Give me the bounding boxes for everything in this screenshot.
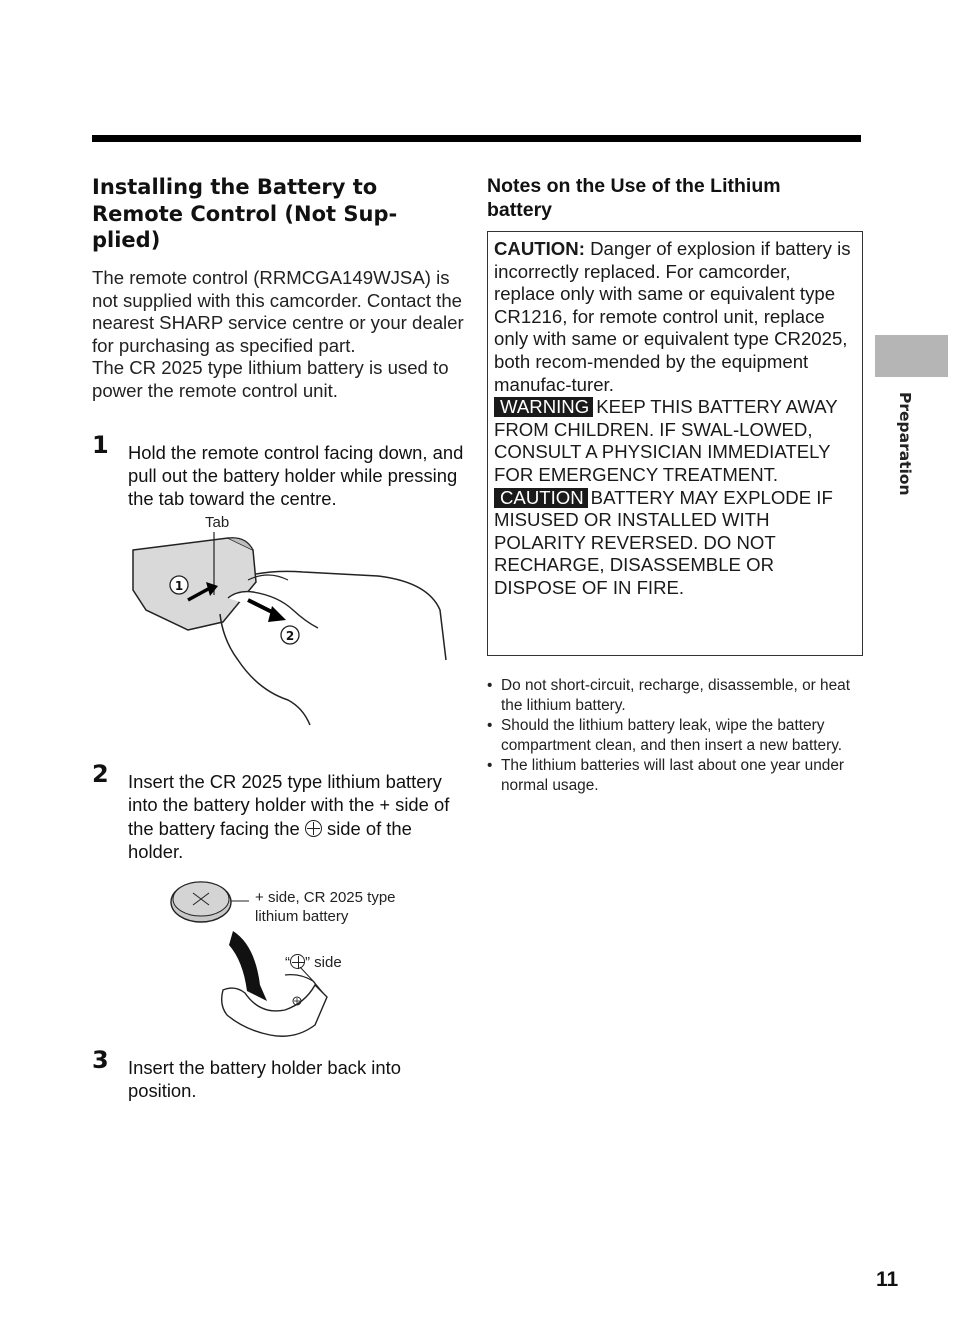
warning-tag: WARNING — [494, 397, 593, 417]
marker-1: 1 — [174, 579, 184, 593]
plus-symbol: + — [379, 795, 391, 815]
plus-symbol: + — [255, 889, 264, 906]
step-text: Hold the remote control facing down, and pull out the battery holder while pressing the tab toward the centre. — [128, 442, 464, 509]
step-text: Insert the battery holder back into position. — [128, 1057, 401, 1101]
intro-text — [92, 267, 464, 403]
step-number: 2 — [92, 760, 109, 788]
notes-list — [487, 676, 859, 796]
step-1 — [92, 431, 464, 510]
holder-side-text: ” side — [305, 954, 342, 971]
notes-title: Notes on the Use of the Lithium battery — [487, 175, 781, 221]
step-number: 3 — [92, 1046, 109, 1074]
list-item: • The lithium batteries will last about one year under normal usage. — [487, 756, 859, 796]
section-title: Installing the Battery to Remote Control (Not Sup-plied) — [92, 175, 398, 252]
warning-text: KEEP THIS BATTERY AWAY FROM CHILDREN. IF SWAL-LOWED, CONSULT A PHYSICIAN IMMEDIATELY FOR EMERGENCY TREATMENT. — [494, 396, 838, 485]
battery-insertion-illustration — [165, 875, 445, 1050]
step-3 — [92, 1046, 464, 1102]
header-rule — [92, 135, 861, 142]
step-2 — [92, 760, 464, 863]
section-tab — [875, 335, 948, 377]
section-side-label — [892, 392, 916, 496]
caution-box — [487, 231, 863, 656]
circled-plus-icon — [305, 820, 322, 837]
label-quote: “ — [285, 954, 290, 971]
tab-label: Tab — [205, 514, 230, 531]
battery-side-text: side, CR 2025 type lithium battery — [255, 889, 396, 925]
caution-text: Danger of explosion if battery is incorrectly replaced. For camcorder, replace only with same or equivalent type CR1216, for remote control unit, replace only with same or equivalent type CR2025, both recom-mended by the equipment manufac-turer. — [494, 238, 851, 395]
remote-removal-illustration — [128, 510, 458, 735]
battery-side-label — [255, 888, 440, 926]
step-text-part: Insert the CR 2025 type lithium battery into the battery holder with the — [128, 771, 442, 815]
caution-tag-text: BATTERY MAY EXPLODE IF MISUSED OR INSTALLED WITH POLARITY REVERSED. DO NOT RECHARGE, DISASSEMBLE OR DISPOSE OF IN FIRE. — [494, 486, 833, 598]
list-item: • Do not short-circuit, recharge, disassemble, or heat the lithium battery. — [487, 676, 859, 716]
circled-plus-icon — [290, 954, 305, 969]
step-number: 1 — [92, 431, 109, 459]
section-side-text: Preparation — [896, 392, 914, 496]
marker-2: 2 — [285, 629, 295, 643]
step-text — [128, 770, 464, 863]
list-item: • Should the lithium battery leak, wipe the battery compartment clean, and then insert a new battery. — [487, 716, 859, 756]
remote-hand-drawing — [128, 510, 458, 735]
caution-label: CAUTION: — [494, 238, 585, 259]
holder-side-label — [285, 953, 342, 972]
caution-tag: CAUTION — [494, 488, 588, 508]
intro-paragraph: The CR 2025 type lithium battery is used to power the remote control unit. — [92, 357, 449, 401]
step-text-part: side of the battery facing the — [128, 794, 450, 839]
page-number: 11 — [876, 1268, 899, 1291]
intro-paragraph: The remote control (RRMCGA149WJSA) is not supplied with this camcorder. Contact the nearest SHARP service centre or your dealer for purchasing as specified part. — [92, 267, 464, 356]
step-text-part: side of the holder. — [128, 818, 412, 862]
